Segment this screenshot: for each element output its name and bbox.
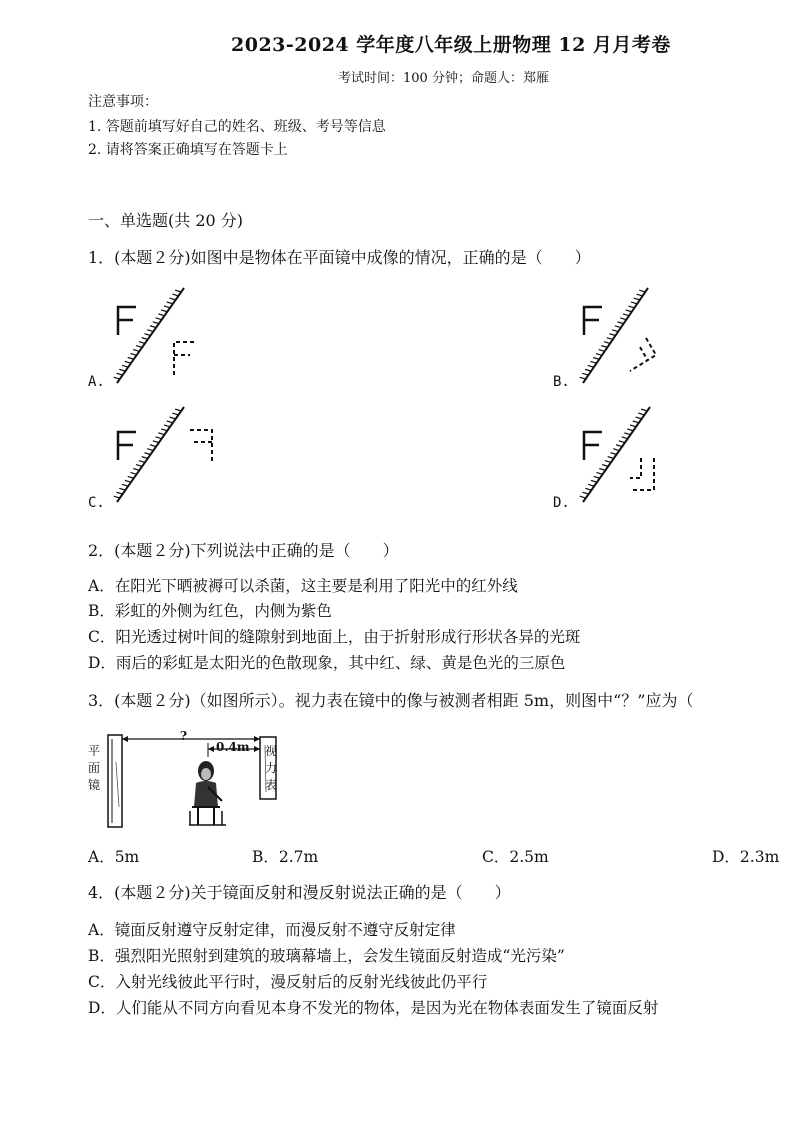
q4-option-d: D．人们能从不同方向看见本身不发光的物体，是因为光在物体表面发生了镜面反射 [88, 999, 659, 1017]
mirror-hatch [164, 425, 170, 427]
mirror-hatch [634, 298, 640, 300]
mirror-hatch [161, 429, 167, 431]
mirror-hatch [624, 433, 630, 435]
mirror-hatch [582, 373, 588, 375]
mirror-hatch [585, 488, 591, 490]
mirror-hatch [580, 377, 586, 379]
mirror-hatch [119, 488, 125, 490]
mirror-hatch [619, 441, 625, 443]
q2-option-a: A．在阳光下晒被褥可以杀菌，这主要是利用了阳光中的红外线 [88, 577, 518, 595]
q3-distance-label: 0.4m [216, 740, 250, 754]
mirror-hatch [133, 469, 139, 471]
mirror-hatch [604, 342, 610, 344]
q1-figure-c [112, 402, 222, 507]
mirror-hatch [114, 377, 120, 379]
q3-option-b: B．2.7m [252, 848, 319, 866]
mirror-hatch [161, 310, 167, 312]
mirror-hatch [615, 326, 621, 328]
mirror-hatch [136, 346, 142, 348]
mirror-hatch [602, 465, 608, 467]
mirror-hatch [170, 298, 176, 300]
mirror-hatch [128, 476, 134, 478]
note-item-2: 2. 请将答案正确填写在答题卡上 [88, 142, 288, 158]
q4-option-a: A．镜面反射遵守反射定律，而漫反射不遵守反射定律 [88, 921, 456, 939]
mirror-hatch [636, 417, 642, 419]
mirror-hatch [613, 449, 619, 451]
mirror-hatch [618, 322, 624, 324]
mirror-hatch [144, 453, 150, 455]
mirror-hatch [130, 353, 136, 355]
mirror-hatch [596, 472, 602, 474]
mirror-hatch [175, 290, 181, 292]
mirror-hatch [158, 314, 164, 316]
mirror-hatch [588, 484, 594, 486]
mirror-hatch [608, 457, 614, 459]
question-1-stem: 1．(本题２分)如图中是物体在平面镜中成像的情况，正确的是（ ） [88, 248, 591, 267]
mirror-hatch [599, 350, 605, 352]
mirror-hatch [594, 476, 600, 478]
q1-option-c-label: C. [88, 495, 105, 511]
question-2-stem: 2．(本题２分)下列说法中正确的是（ ） [88, 541, 399, 560]
mirror-hatch [156, 437, 162, 439]
mirror-hatch [139, 342, 145, 344]
mirror-hatch [637, 294, 643, 296]
mirror-hatch [158, 433, 164, 435]
mirror-hatch [156, 318, 162, 320]
mirror-hatch [580, 496, 586, 498]
q2-option-d: D．雨后的彩虹是太阳光的色散现象，其中红、绿、黄是色光的三原色 [88, 654, 566, 672]
q1-figure-d [578, 402, 678, 507]
mirror-hatch [153, 322, 159, 324]
mirror-hatch [593, 358, 599, 360]
mirror-hatch [117, 492, 123, 494]
mirror-hatch [620, 318, 626, 320]
mirror-hatch [128, 357, 134, 359]
q4-option-b: B．强烈阳光照射到建筑的玻璃幕墙上，会发生镜面反射造成“光污染” [88, 947, 565, 965]
section-heading: 一、单选题(共 20 分) [88, 211, 244, 230]
q1-figure-b [578, 283, 678, 388]
mirror-hatch [607, 338, 613, 340]
mirror-hatch [114, 496, 120, 498]
mirror-hatch [628, 306, 634, 308]
mirror-hatch [122, 365, 128, 367]
mirror-hatch [609, 334, 615, 336]
mirror-hatch [117, 373, 123, 375]
mirror-hatch [599, 469, 605, 471]
mirror-hatch [144, 334, 150, 336]
q3-mirror-label: 平面镜 [88, 744, 101, 792]
q1-option-a-label: A. [88, 374, 105, 390]
mirror-hatch [170, 417, 176, 419]
mirror-hatch [641, 409, 647, 411]
notes-heading: 注意事项： [88, 94, 158, 110]
mirror-hatch [150, 445, 156, 447]
exam-title: 2023-2024 学年度八年级上册物理 12 月月考卷 [231, 34, 671, 56]
mirror-hatch [125, 361, 131, 363]
mirror-hatch [583, 492, 589, 494]
mirror-hatch [622, 437, 628, 439]
mirror-hatch [626, 310, 632, 312]
mirror-hatch [150, 326, 156, 328]
q3-chart-label: 视力表 [265, 744, 278, 792]
mirror-hatch [125, 480, 131, 482]
mirror-hatch [133, 350, 139, 352]
mirror-hatch [153, 441, 159, 443]
mirror-hatch [136, 465, 142, 467]
mirror-hatch [630, 425, 636, 427]
mirror-hatch [172, 294, 178, 296]
mirror-hatch [142, 338, 148, 340]
mirror-hatch [175, 409, 181, 411]
q3-option-c: C．2.5m [482, 848, 549, 866]
mirror-hatch [601, 346, 607, 348]
mirror-hatch [610, 453, 616, 455]
mirror-hatch [164, 306, 170, 308]
mirror-hatch [142, 457, 148, 459]
mirror-hatch [167, 302, 173, 304]
mirror-hatch [147, 449, 153, 451]
exam-info: 考试时间：100 分钟；命题人：郑雁 [338, 71, 549, 86]
mirror-hatch [122, 484, 128, 486]
mirror-hatch [633, 421, 639, 423]
mirror-hatch [585, 369, 591, 371]
mirror-hatch [639, 290, 645, 292]
mirror-hatch [596, 354, 602, 356]
mirror-hatch [612, 330, 618, 332]
q1-figure-a [112, 283, 212, 388]
q2-option-b: B．彩虹的外侧为红色，内侧为紫色 [88, 602, 332, 620]
mirror-hatch [605, 461, 611, 463]
q1-option-b-label: B. [553, 374, 570, 390]
q3-option-d: D．2.3m [712, 848, 780, 866]
mirror-hatch [616, 445, 622, 447]
mirror-hatch [627, 429, 633, 431]
mirror-hatch [588, 365, 594, 367]
q2-option-c: C．阳光透过树叶间的缝隙射到地面上，由于折射形成行形状各异的光斑 [88, 628, 581, 646]
q4-option-c: C．入射光线彼此平行时，漫反射后的反射光线彼此仍平行 [88, 973, 488, 991]
q3-option-a: A．5m [88, 848, 140, 866]
question-4-stem: 4．(本题２分)关于镜面反射和漫反射说法正确的是（ ） [88, 883, 511, 902]
mirror-hatch [167, 421, 173, 423]
mirror-hatch [139, 461, 145, 463]
mirror-hatch [638, 413, 644, 415]
mirror-hatch [119, 369, 125, 371]
mirror-hatch [147, 330, 153, 332]
q1-option-d-label: D. [553, 495, 570, 511]
q3-unknown-distance: ? [180, 729, 188, 743]
mirror-hatch [591, 480, 597, 482]
question-3-stem: 3．(本题２分)（如图所示）。视力表在镜中的像与被测者相距 5m，则图中“？”应为（ [88, 691, 694, 710]
mirror-hatch [590, 361, 596, 363]
mirror-hatch [631, 302, 637, 304]
mirror-hatch [623, 314, 629, 316]
mirror-hatch [172, 413, 178, 415]
note-item-1: 1. 答题前填写好自己的姓名、班级、考号等信息 [88, 119, 386, 135]
mirror-hatch [130, 472, 136, 474]
